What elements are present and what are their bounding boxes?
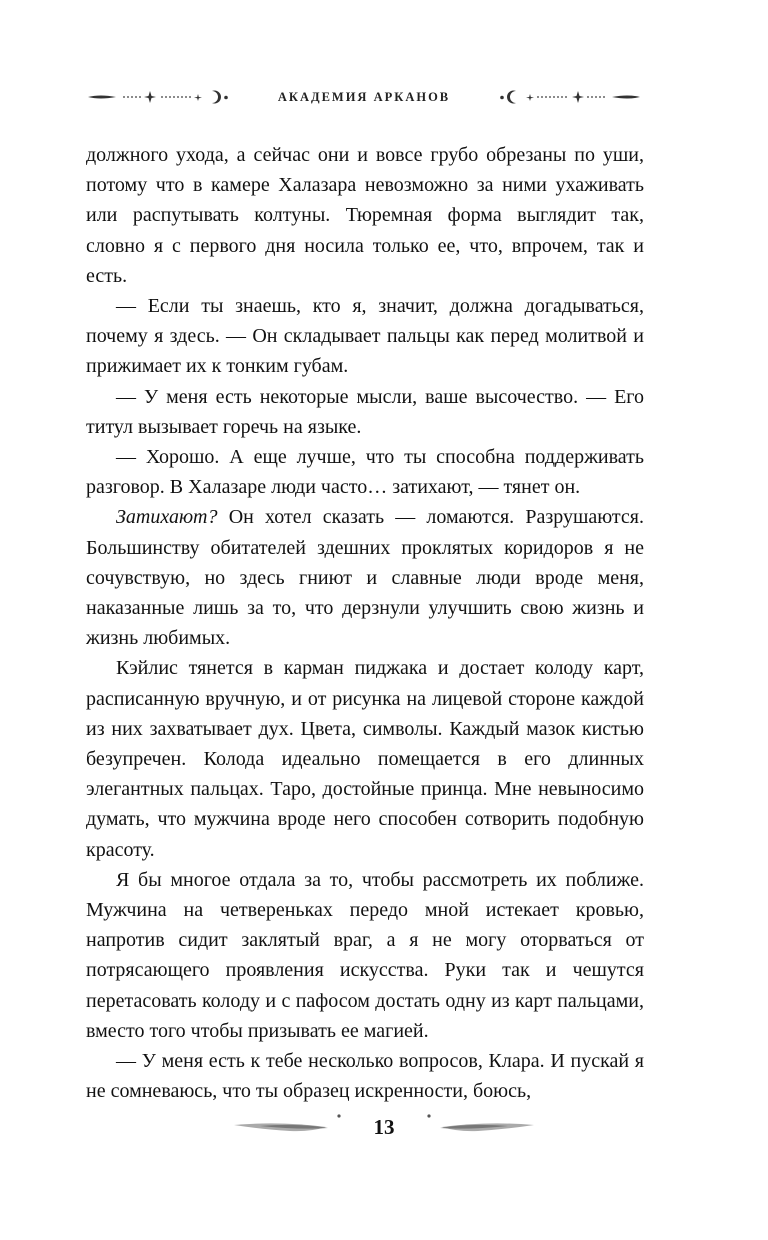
moon-star-ornament-icon: [86, 82, 236, 112]
page-number: 13: [373, 1115, 395, 1139]
paragraph-5: [86, 502, 644, 653]
paragraph-7: Я бы многое отдала за то, чтобы рассмотреть их поближе. Мужчина на четвереньках передо мной истекает кровью, напротив сидит заклятый враг, а я не могу оторваться от потрясающего проявления искусства. Руки так и чешутся перетасовать колоду и с пафосом достать одну из карт пальцами, вместо того чтобы призывать ее магией.: [86, 868, 644, 1042]
paragraph-1: должного ухода, а сейчас они и вовсе грубо обрезаны по уши, потому что в камере Халазара невозможно за ними ухаживать или распутывать колтуны. Тюремная форма выглядит так, словно я с первого дня носила только ее, что, впрочем, так и есть.: [86, 144, 644, 287]
paragraph-4: — Хорошо. А еще лучше, что ты способна поддерживать разговор. В Халазаре люди часто… затихают, — тянет он.: [86, 446, 644, 499]
paragraph-3: — У меня есть некоторые мысли, ваше высочество. — Его титул вызывает горечь на языке.: [86, 385, 644, 438]
paragraph-2: — Если ты знаешь, кто я, значит, должна догадываться, почему я здесь. — Он складывает пальцы как перед молитвой и прижимает их к тонким губам.: [86, 295, 644, 378]
paragraph-5-text: Он хотел сказать — ломаются. Разрушаются. Большинству обитателей здешних проклятых коридоров я не сочувствую, но здесь гниют и славные люди вроде меня, наказанные лишь за то, что дерзнули улучшить свою жизнь и жизнь любимых.: [86, 506, 644, 650]
paragraph-8: — У меня есть к тебе несколько вопросов, Клара. И пускай я не сомневаюсь, что ты образец искренности, боюсь,: [86, 1050, 644, 1103]
page-body: [86, 140, 644, 1107]
italic-lead: Затихают?: [116, 506, 218, 529]
moon-star-ornament-icon: [492, 82, 642, 112]
page-footer: [230, 1108, 538, 1148]
running-header-title: АКАДЕМИЯ АРКАНОВ: [277, 89, 451, 104]
running-header: [86, 82, 642, 112]
paragraph-6: Кэйлис тянется в карман пиджака и достает колоду карт, расписанную вручную, и от рисунка на лицевой стороне каждой из них захватывает дух. Цвета, символы. Каждый мазок кистью безупречен. Колода идеально помещается в его длинных элегантных пальцах. Таро, достойные принца. Мне невыносимо думать, что мужчина вроде него способен сотворить подобную красоту.: [86, 657, 644, 861]
